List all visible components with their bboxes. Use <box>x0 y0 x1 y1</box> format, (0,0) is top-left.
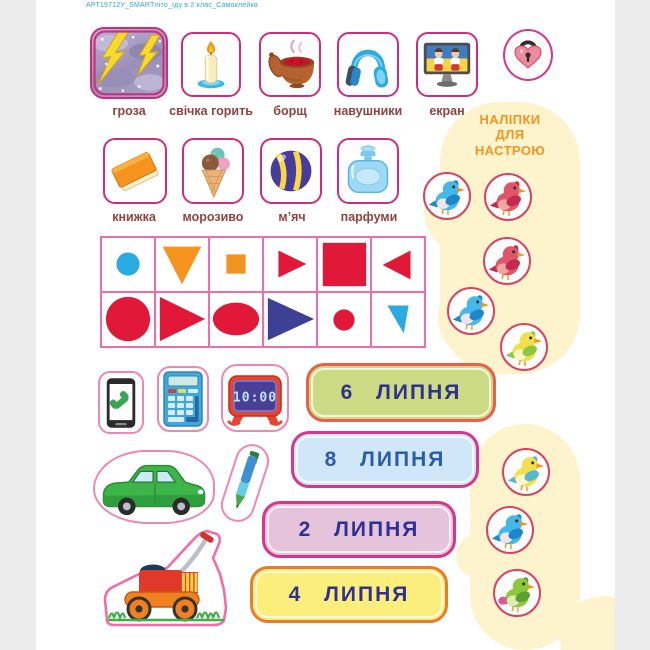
phone-icon <box>102 376 140 430</box>
lawnmower-icon <box>93 528 241 628</box>
sticker-label: книжка <box>112 210 156 224</box>
shape-cell[interactable] <box>155 237 209 292</box>
triangle-right-shape <box>278 251 306 278</box>
ice-cream-icon <box>188 142 238 200</box>
date-sticker-4-july[interactable] <box>250 566 448 623</box>
sticker-digital-clock[interactable] <box>221 364 289 432</box>
blue-bird-icon <box>426 175 468 217</box>
page-edge-left <box>0 0 36 650</box>
shape-cell[interactable] <box>101 237 155 292</box>
blue-bird-icon <box>450 290 492 332</box>
sticker-label: м’яч <box>278 210 306 224</box>
green-car-icon <box>97 453 211 521</box>
sticker-calculator[interactable] <box>157 366 209 432</box>
green-bird-with-cup-icon <box>496 572 538 614</box>
pen-icon <box>221 444 270 521</box>
storm-lightning-icon <box>92 29 166 97</box>
shape-cell[interactable] <box>155 292 209 347</box>
shape-cell[interactable] <box>371 237 425 292</box>
yellow-bird-icon <box>503 326 545 368</box>
book-icon <box>108 143 162 199</box>
red-bird-icon <box>486 240 528 282</box>
mood-sticker-blue-bird[interactable] <box>447 287 495 335</box>
borscht-pot-icon <box>264 38 316 92</box>
sticker-label: гроза <box>112 104 146 118</box>
sticker-phone[interactable] <box>98 371 144 434</box>
triangle-right-shape <box>268 298 314 340</box>
sticker-label: свічка горить <box>169 104 253 118</box>
sticker-borscht[interactable] <box>259 32 321 97</box>
date-label: 6 ЛИПНЯ <box>340 380 462 404</box>
sticker-perfume[interactable] <box>337 138 399 204</box>
date-sticker-6-july[interactable] <box>306 363 496 422</box>
sticker-lawnmower[interactable] <box>93 528 241 633</box>
burning-candle-icon <box>186 38 236 92</box>
shapes-grid <box>100 236 426 348</box>
perfume-bottle-icon <box>342 144 394 198</box>
tv-screen-icon <box>421 38 473 92</box>
date-sticker-2-july[interactable] <box>262 501 456 558</box>
square-shape <box>323 243 366 286</box>
mood-sticker-blue-bird[interactable] <box>423 172 471 220</box>
circle-shape <box>116 252 139 275</box>
yellow-bird-icon <box>505 451 547 493</box>
triangle-right-shape <box>160 297 205 341</box>
digital-clock-icon <box>225 368 285 428</box>
sticker-label: екран <box>429 104 465 118</box>
mood-panel-title: НАЛІПКИ ДЛЯ НАСТРОЮ <box>474 112 546 158</box>
triangle-down-left-shape <box>387 306 408 334</box>
sticker-label: навушники <box>333 104 403 118</box>
sticker-label: морозиво <box>182 210 244 224</box>
headphones-icon <box>342 38 394 92</box>
triangle-down-shape <box>163 247 202 285</box>
square-shape <box>226 254 245 273</box>
circle-shape <box>106 297 150 341</box>
sticker-car[interactable] <box>93 450 215 524</box>
shape-cell[interactable] <box>317 292 371 347</box>
shape-cell[interactable] <box>209 292 263 347</box>
sticker-ice-cream[interactable] <box>182 138 244 204</box>
page-edge-right <box>615 0 650 650</box>
file-header-text: АРТ19712У_SMARTліто_Іду в 2 клас_Самоклейка <box>86 2 258 9</box>
sticker-ball[interactable] <box>260 138 322 204</box>
shape-cell[interactable] <box>317 237 371 292</box>
shape-cell[interactable] <box>263 292 317 347</box>
calculator-icon <box>161 370 205 428</box>
mood-sticker-green-bird[interactable] <box>493 569 541 617</box>
circle-shape <box>333 309 354 330</box>
mood-sticker-red-bird[interactable] <box>483 237 531 285</box>
clock-time: 10:00 <box>232 390 278 406</box>
shape-cell[interactable] <box>263 237 317 292</box>
sticker-book[interactable] <box>103 138 167 204</box>
sticker-label: борщ <box>273 104 307 118</box>
shape-cell[interactable] <box>371 292 425 347</box>
date-label: 4 ЛИПНЯ <box>288 582 410 606</box>
heart-padlock-icon <box>508 34 548 76</box>
red-bird-icon <box>487 176 529 218</box>
sticker-screen[interactable] <box>416 32 478 97</box>
mood-sticker-yellow-bird[interactable] <box>502 448 550 496</box>
mood-sticker-yellow-bird[interactable] <box>500 323 548 371</box>
mood-sticker-red-bird[interactable] <box>484 173 532 221</box>
blue-bird-icon <box>489 509 531 551</box>
triangle-left-shape <box>383 251 411 280</box>
sticker-storm[interactable] <box>90 27 168 99</box>
sticker-headphones[interactable] <box>337 32 399 97</box>
volleyball-icon <box>265 144 317 198</box>
ellipse-shape <box>213 303 259 336</box>
shape-cell[interactable] <box>209 237 263 292</box>
sticker-heart-lock[interactable] <box>503 29 553 81</box>
sticker-candle[interactable] <box>181 32 241 97</box>
sticker-label: парфуми <box>340 210 398 224</box>
shape-cell[interactable] <box>101 292 155 347</box>
date-label: 8 ЛИПНЯ <box>324 447 446 471</box>
date-sticker-8-july[interactable] <box>291 431 479 488</box>
date-label: 2 ЛИПНЯ <box>298 517 420 541</box>
mood-sticker-blue-bird[interactable] <box>486 506 534 554</box>
